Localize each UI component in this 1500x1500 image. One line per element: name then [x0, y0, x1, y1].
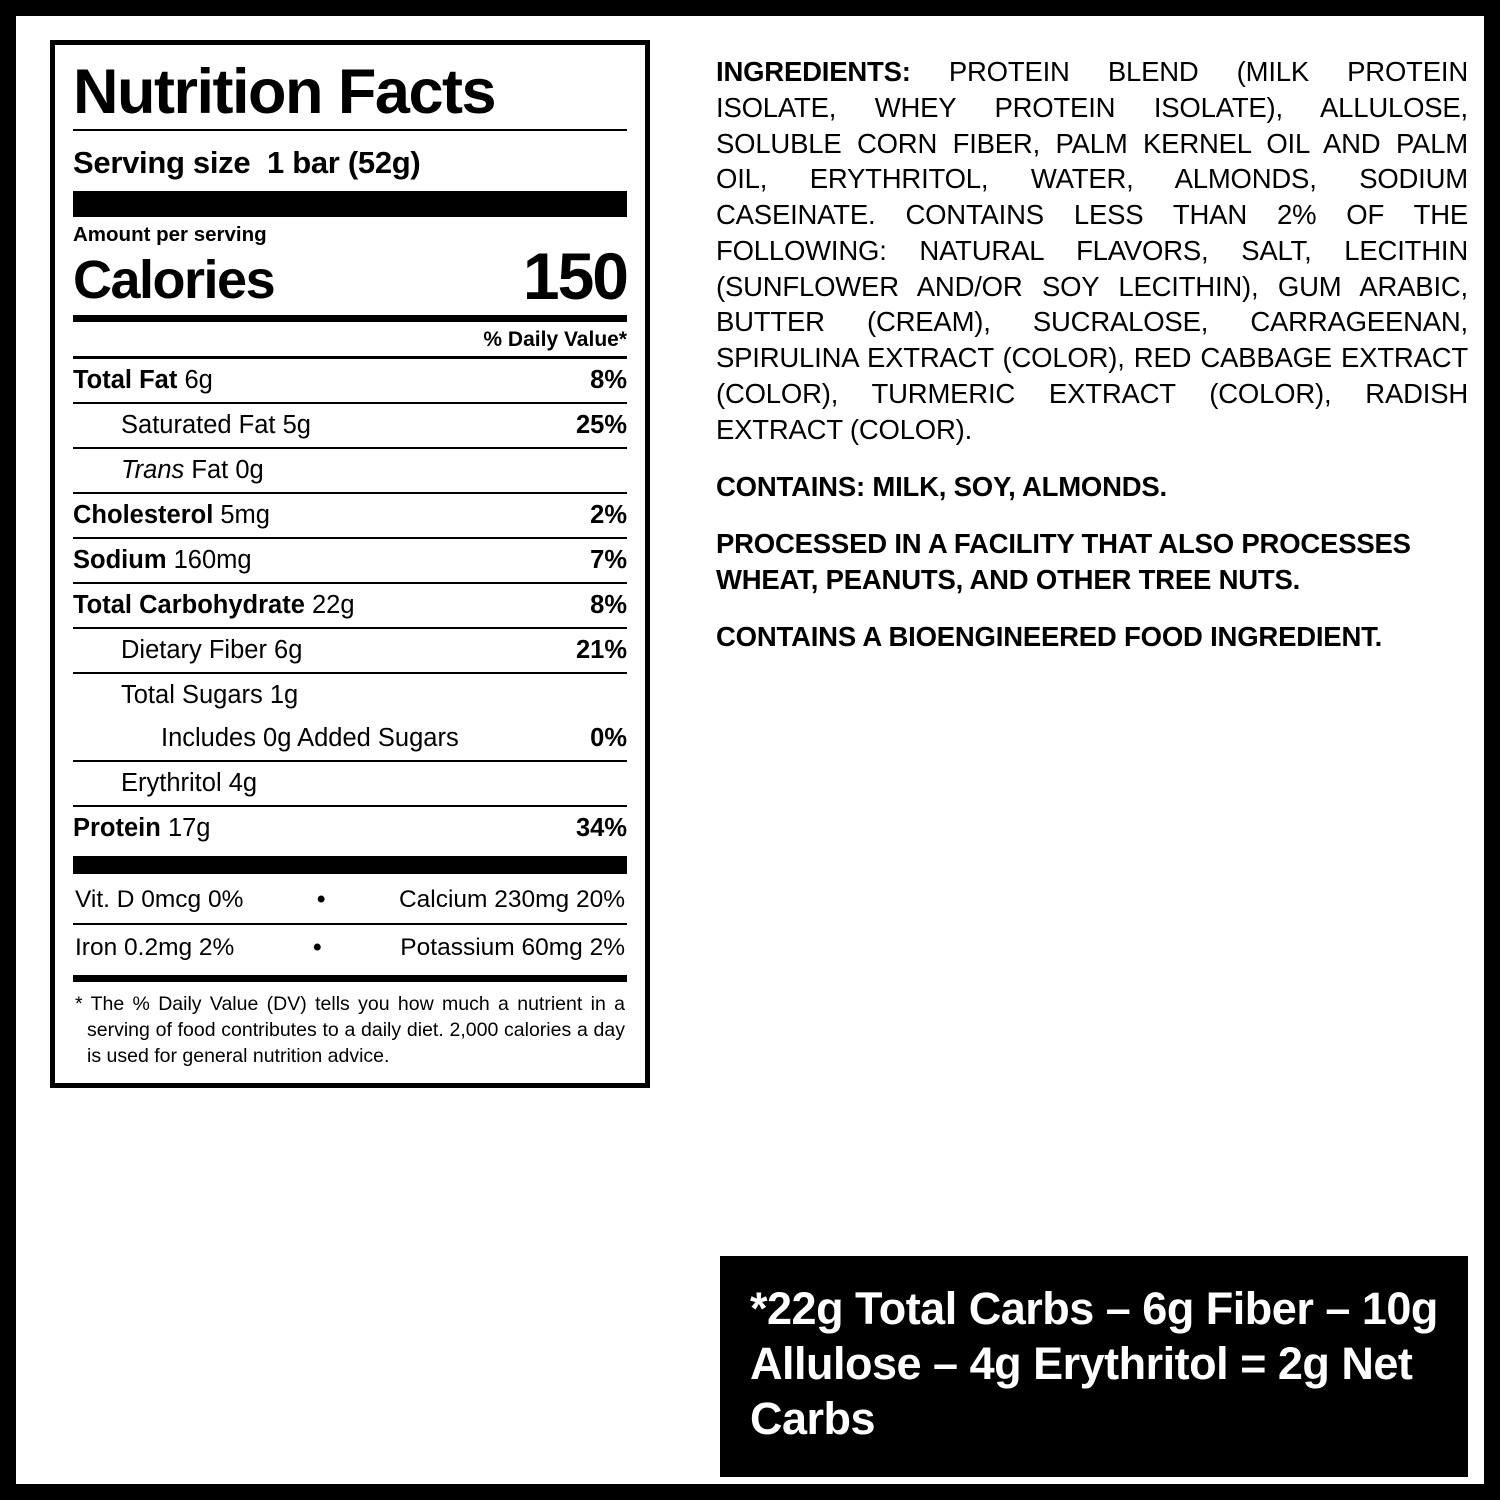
calories-row [73, 239, 627, 314]
table-row [73, 805, 627, 850]
allergen-contains-statement: CONTAINS: MILK, SOY, ALMONDS. [716, 471, 1167, 503]
divider-medium-1 [73, 315, 627, 322]
nutrient-amount: 4g [228, 769, 258, 798]
nutrient-label: Trans [121, 456, 185, 485]
nutrient-amount: 6g [274, 636, 303, 665]
table-row [73, 402, 627, 447]
nutrition-facts-panel [50, 40, 650, 1088]
nutrient-label: Protein [73, 814, 161, 843]
nutrient-label: Total Sugars [121, 681, 263, 710]
net-carbs-callout: *22g Total Carbs – 6g Fiber – 10g Allulose – 4g Erythritol = 2g Net Carbs [720, 1256, 1468, 1477]
table-row [73, 672, 627, 717]
nutrient-label: Dietary Fiber [121, 636, 267, 665]
facility-allergen-statement: PROCESSED IN A FACILITY THAT ALSO PROCESSES WHEAT, PEANUTS, AND OTHER TREE NUTS. [716, 528, 1411, 595]
bioengineered-statement: CONTAINS A BIOENGINEERED FOOD INGREDIENT. [716, 620, 1383, 652]
nutrient-dv: 2% [590, 501, 627, 530]
ingredients-heading: INGREDIENTS: [716, 56, 911, 87]
table-row [73, 447, 627, 492]
nutrient-dv: 0% [590, 724, 627, 753]
ingredients-column [716, 54, 1468, 654]
nutrient-dv: 25% [575, 411, 627, 440]
micronutrient-row [73, 923, 627, 971]
nutrient-amount: 1g [269, 681, 299, 710]
micronutrient-right: Calcium 230mg 20% [398, 886, 625, 914]
divider-thin-1 [73, 129, 627, 131]
nutrient-label: Total Fat [73, 366, 178, 395]
nutrient-dv: 8% [590, 591, 627, 620]
nutrient-label: Total Carbohydrate [73, 591, 305, 620]
amount-per-serving-label: Amount per serving [73, 223, 267, 247]
table-row [73, 627, 627, 672]
bullet-separator: • [316, 886, 326, 914]
nutrient-dv: 21% [575, 636, 627, 665]
table-row [73, 492, 627, 537]
nutrient-dv: 8% [590, 366, 627, 395]
nutrient-label: Erythritol [121, 769, 222, 798]
serving-size-label: Serving size [73, 145, 251, 181]
nutrient-label: Cholesterol [73, 501, 214, 530]
divider-medium-2 [73, 975, 627, 982]
nutrient-dv: 34% [575, 814, 627, 843]
panel-title: Nutrition Facts [73, 57, 496, 127]
nutrient-amount: 6g [184, 366, 213, 395]
table-row [73, 582, 627, 627]
micronutrient-left: Iron 0.2mg 2% [75, 934, 235, 962]
nutrient-label: Sodium [73, 546, 167, 575]
table-row [73, 760, 627, 805]
ingredients-paragraph [716, 54, 1468, 447]
calories-label: Calories [73, 249, 275, 310]
table-row [121, 717, 627, 760]
micronutrient-row [73, 874, 627, 923]
divider-thick-1 [73, 191, 627, 217]
nutrient-label: Saturated Fat [121, 411, 276, 440]
daily-value-header: % Daily Value* [483, 328, 627, 352]
divider-thick-2 [73, 856, 627, 874]
nutrient-dv: 7% [590, 546, 627, 575]
table-row [73, 537, 627, 582]
nutrient-label: Includes 0g Added Sugars [161, 724, 459, 753]
serving-size-value: 1 bar (52g) [266, 145, 421, 181]
daily-value-footnote: * The % Daily Value (DV) tells you how much a nutrient in a serving of food contributes to a daily diet. 2,000 calories a day is used for general nutrition advice. [75, 993, 625, 1067]
serving-size-row [73, 145, 627, 181]
micronutrient-right: Potassium 60mg 2% [400, 934, 625, 962]
nutrient-amount: 5mg [220, 501, 270, 530]
nutrient-amount: 17g [167, 814, 211, 843]
ingredients-body: PROTEIN BLEND (MILK PROTEIN ISOLATE, WHEY PROTEIN ISOLATE), ALLULOSE, SOLUBLE CORN FIBER, PALM KERNEL OIL AND PALM OIL, ERYTHRITOL, WATER, ALMONDS, SODIUM CASEINATE. CONTAINS LESS THAN 2% OF THE FOLLOWING: NATURAL FLAVORS, SALT, LECITHIN (SUNFLOWER AND/OR SOY LECITHIN), GUM ARABIC, BUTTER (CREAM), SUCRALOSE, CARRAGEENAN, SPIRULINA EXTRACT (COLOR), RED CABBAGE EXTRACT (COLOR), TURMERIC EXTRACT (COLOR), RADISH EXTRACT (COLOR). [716, 56, 1468, 445]
micronutrient-left: Vit. D 0mcg 0% [75, 886, 244, 914]
calories-value: 150 [522, 239, 627, 314]
nutrient-amount: 22g [311, 591, 355, 620]
nutrient-amount: 160mg [173, 546, 252, 575]
nutrient-amount: 5g [282, 411, 311, 440]
table-row [73, 356, 627, 402]
nutrient-amount: Fat 0g [191, 456, 264, 485]
bullet-separator: • [313, 934, 322, 962]
